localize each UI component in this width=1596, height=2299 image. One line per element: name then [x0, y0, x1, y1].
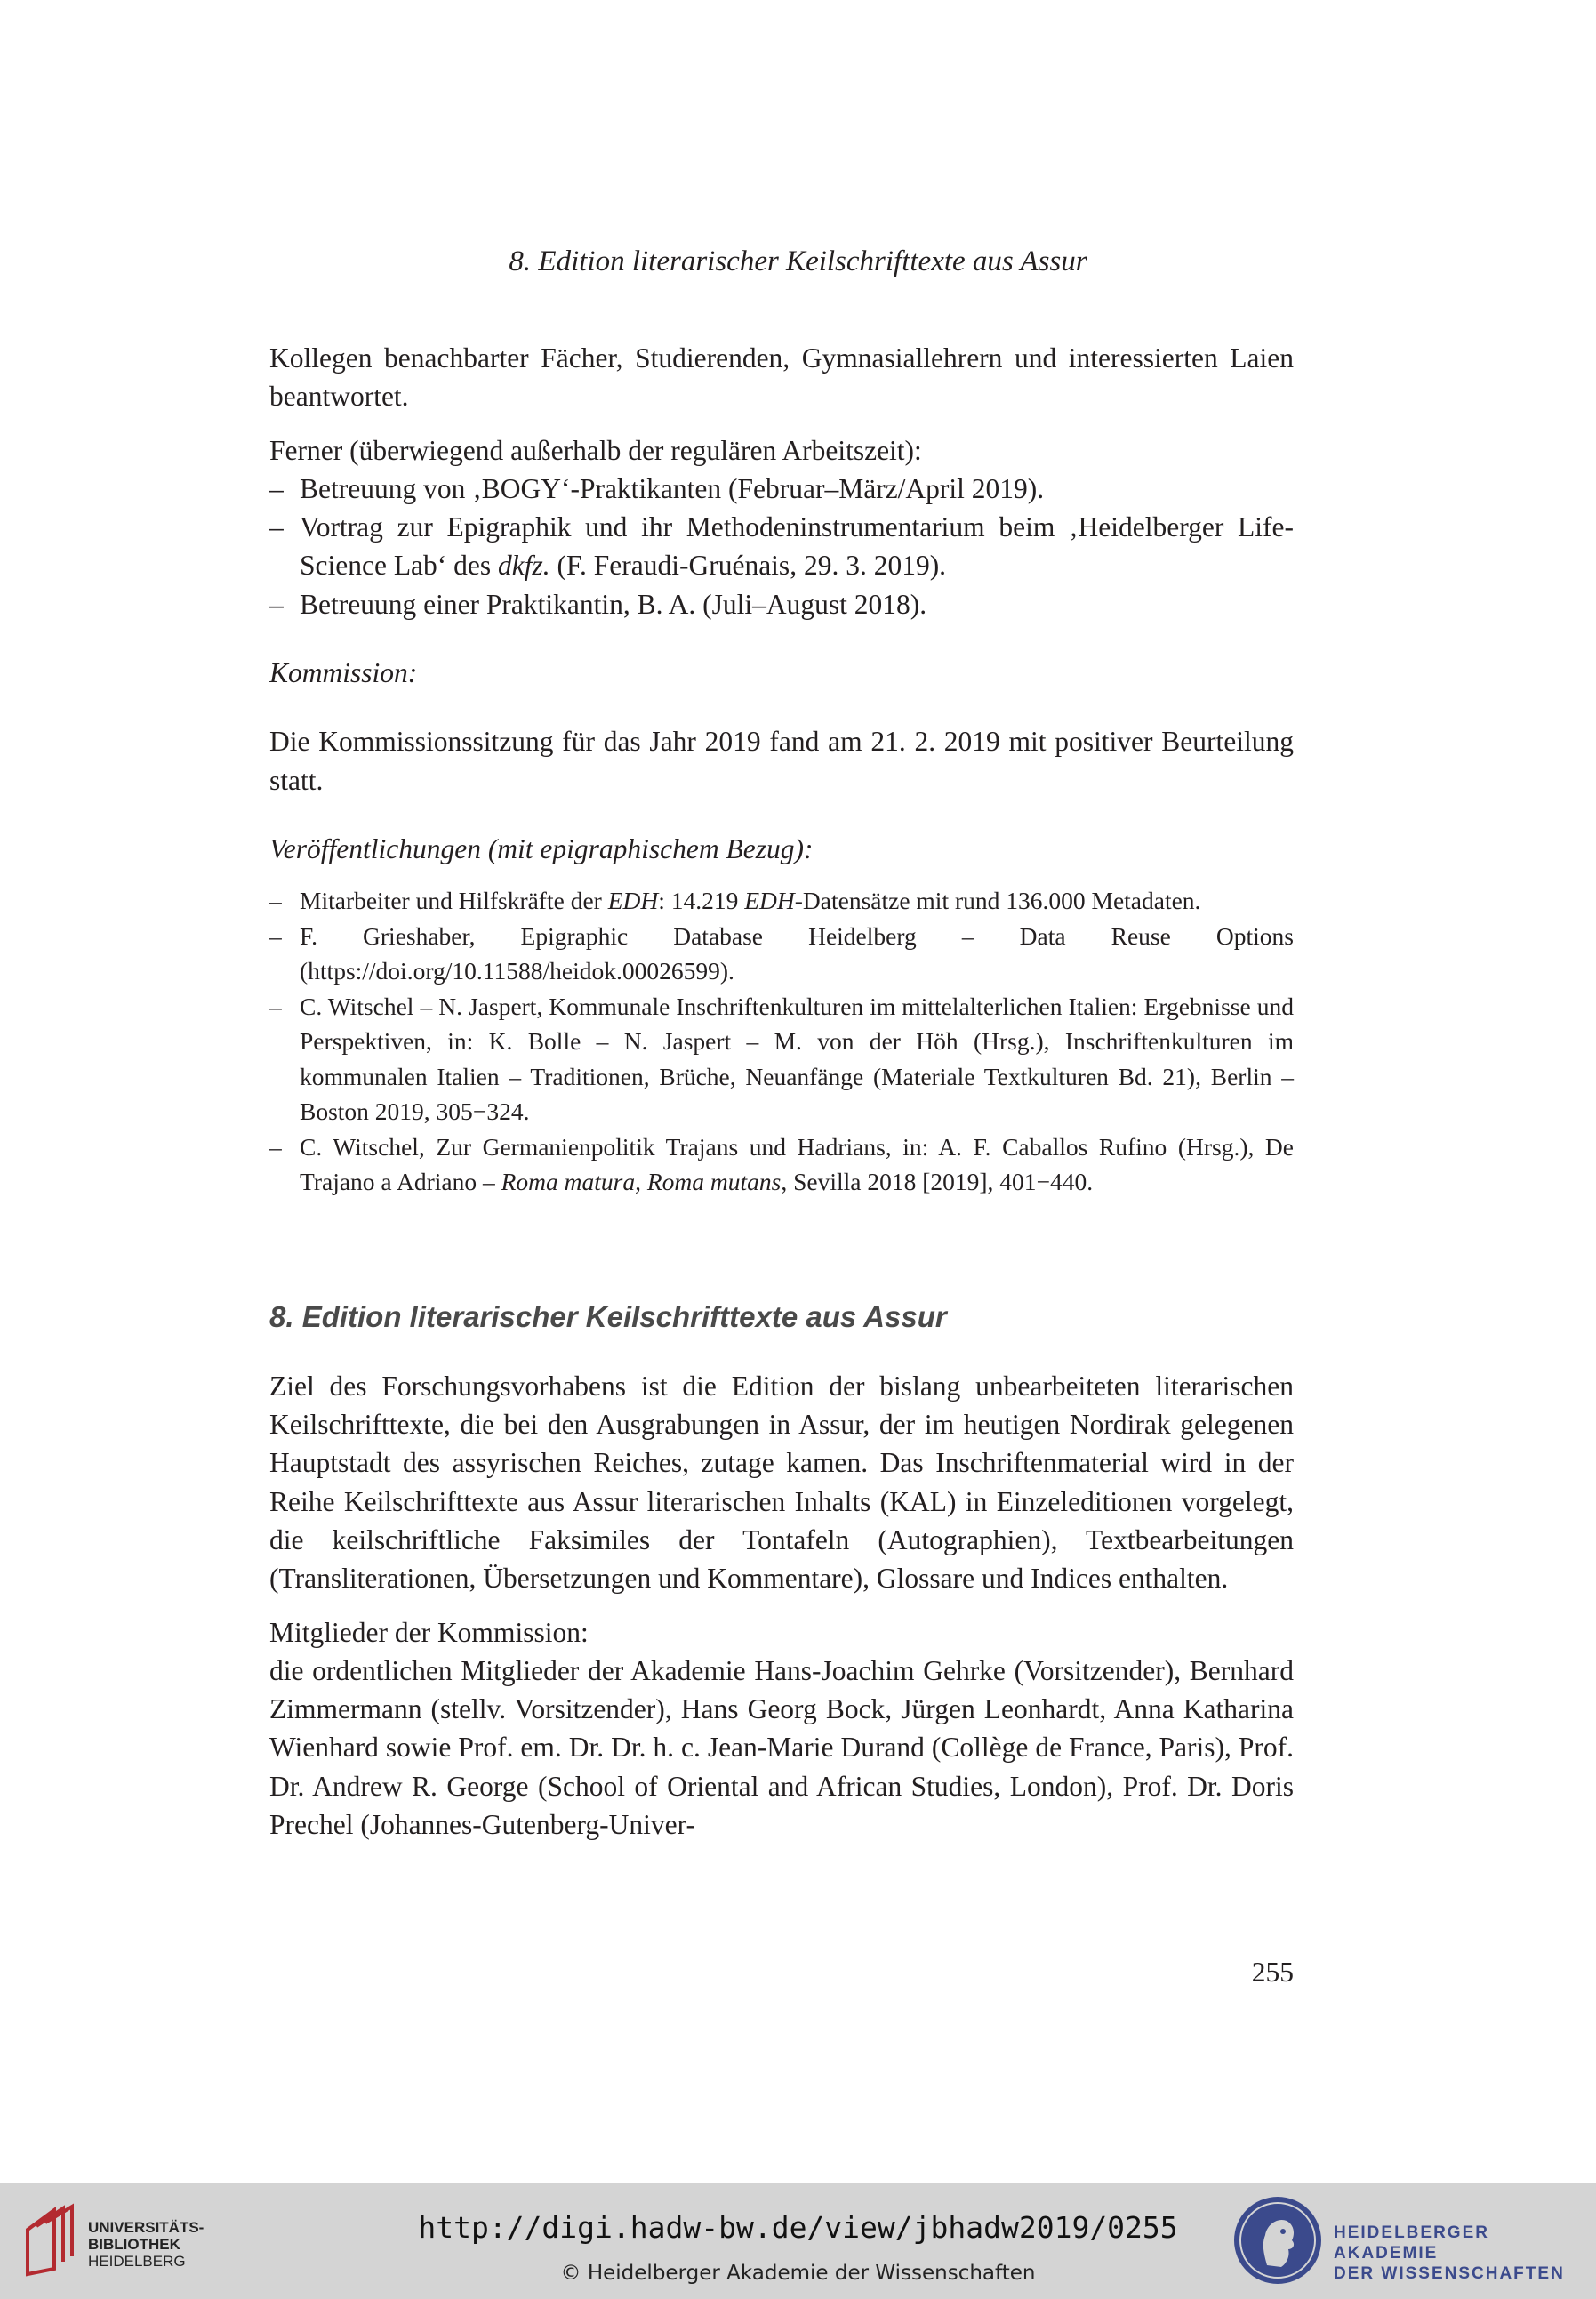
- hadw-logo[interactable]: [1231, 2194, 1587, 2290]
- ferner-list: [269, 470, 1294, 623]
- text-run: Betreuung von ‚BOGY‘-Praktikanten (Februar–März/April 2019).: [300, 472, 1045, 504]
- hadw-logo-line: DER WISSENSCHAFTEN: [1334, 2264, 1565, 2283]
- members-heading: Mitglieder der Kommission:: [269, 1616, 589, 1648]
- publication-list-item: [269, 883, 1294, 919]
- hadw-logo-text: [1334, 2223, 1587, 2284]
- text-run: C. Witschel – N. Jaspert, Kommunale Inschriftenkulturen im mittelalterlichen Italien: Ergebnisse und Perspektiven, in: K. Bolle – N. Jaspert – M. von der Höh (Hrsg.), Inschriftenkulturen im kommunalen Italien – Traditionen, Brüche, Neuanfänge (Materiale Textkulturen Bd. 21), Berlin – Boston 2019, 305−324.: [300, 992, 1294, 1126]
- copyright-notice: © Heidelberger Akademie der Wissenschaften: [560, 2262, 1036, 2285]
- text-run: , Sevilla 2018 [2019], 401−440.: [781, 1168, 1094, 1196]
- ferner-intro: Ferner (überwiegend außerhalb der regulären Arbeitszeit):: [269, 434, 922, 466]
- footer-bar: [0, 2183, 1596, 2299]
- publication-list-item: [269, 919, 1294, 989]
- hadw-logo-line: HEIDELBERGER AKADEMIE: [1334, 2223, 1489, 2263]
- section-paragraph: Ziel des Forschungsvorhabens ist die Edition der bislang unbearbeiteten literarischen Keilschrifttexte, die bei den Ausgrabungen in Assur, der im heutigen Nordirak gelegenen Hauptstadt des assyrischen Reiches, zutage kamen. Das Inschriftenmaterial wird in der Reihe Keilschrifttexte aus Assur literarischen Inhalts (KAL) in Einzeleditionen vorgelegt, die keilschriftliche Faksimiles der Tontafeln (Autographien), Textbearbeitungen (Transliterationen, Übersetzungen und Kommentare), Glossare und Indices enthalten.: [269, 1370, 1294, 1595]
- publications-heading: Veröffentlichungen (mit epigraphischem Bezug):: [269, 832, 814, 864]
- source-url[interactable]: http://digi.hadw-bw.de/view/jbhadw2019/0255: [418, 2210, 1178, 2245]
- members-text: die ordentlichen Mitglieder der Akademie Hans-Joachim Gehrke (Vorsitzender), Bernhard Zimmermann (stellv. Vorsitzender), Hans Georg Bock, Jürgen Leonhardt, Anna Katharina Wienhard sowie Prof. em. Dr. Dr. h. c. Jean-Marie Durand (Collège de France, Paris), Prof. Dr. Andrew R. George (School of Oriental and African Studies, London), Prof. Dr. Doris Prechel (Johannes-Gutenberg-Univer-: [269, 1654, 1294, 1841]
- text-run: F. Grieshaber, Epigraphic Database Heidelberg – Data Reuse Options (https://doi.org/10.11588/heidok.00026599).: [300, 921, 1294, 985]
- running-head: 8. Edition literarischer Keilschrifttexte aus Assur: [509, 245, 1087, 277]
- publication-list-item: [269, 989, 1294, 1129]
- italic-text: dkfz.: [498, 550, 550, 582]
- text-run: (F. Feraudi-Gruénais, 29. 3. 2019).: [549, 550, 947, 582]
- text-run: C. Witschel, Zur Germanienpolitik Trajans und Hadrians, in: A. F. Caballos Rufino (Hrsg.), De Trajano a Adriano –: [300, 1132, 1294, 1196]
- text-run: Vortrag zur Epigraphik und ihr Methodeninstrumentarium beim ‚Heidelberger Life-Science Lab‘ des: [300, 511, 1294, 582]
- ub-logo-line: UNIVERSITÄTS-: [88, 2219, 205, 2236]
- ferner-list-item: [269, 508, 1294, 585]
- publications-list: [269, 883, 1294, 1200]
- intro-paragraph: Kollegen benachbarter Fächer, Studierenden, Gymnasiallehrern und interessierten Laien beantwortet.: [269, 342, 1294, 413]
- ub-logo-line: HEIDELBERG: [88, 2253, 186, 2270]
- text-run: : 14.219: [658, 887, 745, 915]
- page-number: 255: [1251, 1957, 1294, 1988]
- text-run: Betreuung einer Praktikantin, B. A. (Juli–August 2018).: [300, 588, 927, 620]
- text-run: -Datensätze mit rund 136.000 Metadaten.: [794, 887, 1201, 915]
- kommission-heading: Kommission:: [269, 657, 418, 689]
- italic-text: EDH: [744, 887, 795, 915]
- page-body: [269, 339, 1294, 1844]
- section-heading: 8. Edition literarischer Keilschrifttexte aus Assur: [269, 1299, 947, 1333]
- ub-logo-line: BIBLIOTHEK: [88, 2236, 180, 2253]
- kommission-text: Die Kommissionssitzung für das Jahr 2019 fand am 21. 2. 2019 mit positiver Beurteilung statt.: [269, 726, 1294, 796]
- publication-list-item: [269, 1129, 1294, 1200]
- text-run: Mitarbeiter und Hilfskräfte der: [300, 887, 608, 915]
- ferner-list-item: [269, 585, 1294, 623]
- italic-text: Roma matura, Roma mutans: [501, 1168, 782, 1196]
- academy-seal-icon: [1231, 2194, 1324, 2287]
- ferner-list-item: [269, 470, 1294, 508]
- italic-text: EDH: [607, 887, 659, 915]
